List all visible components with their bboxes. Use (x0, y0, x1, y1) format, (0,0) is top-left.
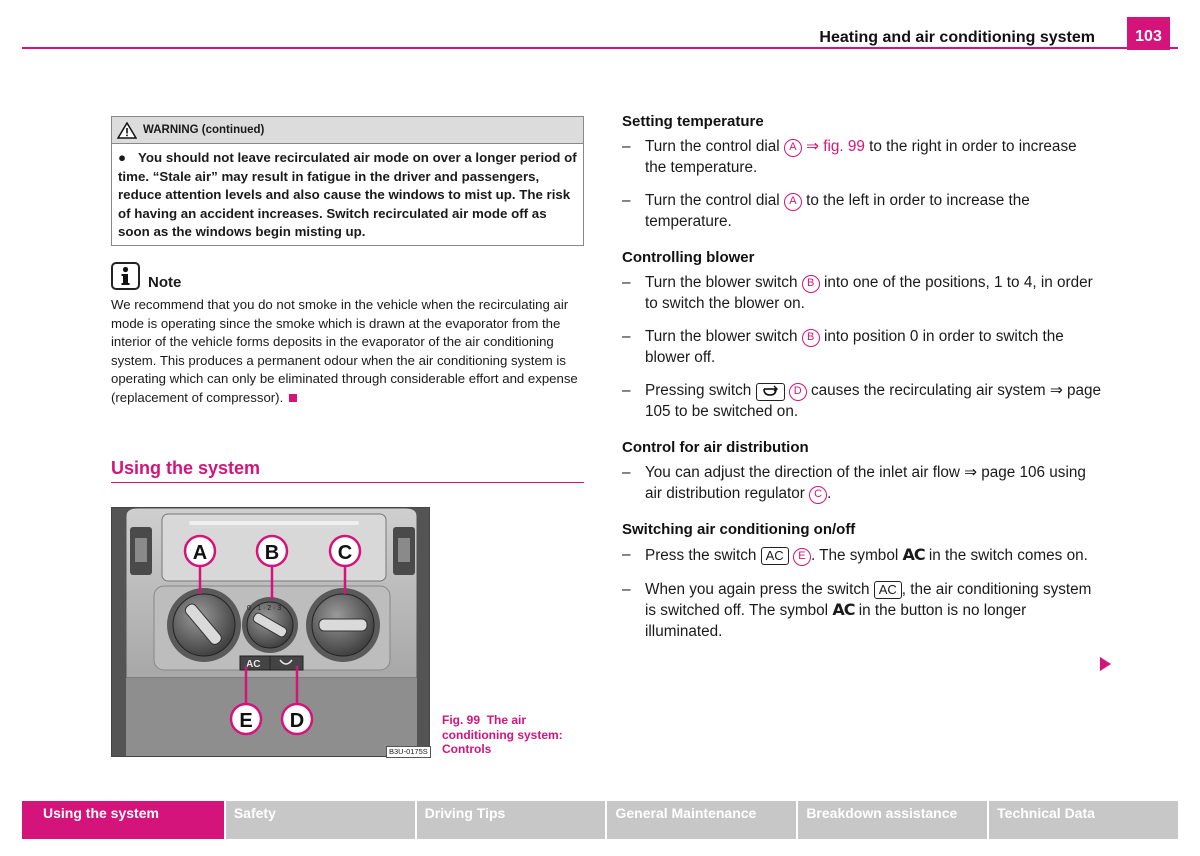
list-item: – Turn the blower switch B into one of the positions, 1 to 4, in order to switch the blower on. (622, 273, 1102, 314)
heading-air-distribution: Control for air distribution (622, 439, 809, 456)
callout-ref-c: C (809, 486, 827, 504)
dash-marker: – (622, 580, 631, 598)
figure-caption-text: The air conditioning system: Controls (442, 713, 563, 756)
end-mark-icon (289, 394, 297, 402)
callout-ref-a: A (784, 193, 802, 211)
list-item: – Turn the control dial A ⇒ fig. 99 to the right in order to increase the temperature. (622, 137, 1102, 178)
bullet-icon: ● (118, 150, 127, 165)
recirculation-key-icon (756, 383, 785, 401)
fig-99-link[interactable]: ⇒ fig. 99 (801, 138, 865, 155)
list-item: – When you again press the switch AC , the air conditioning system is switched off. The symbol AC in the button is no longer illuminated. (622, 580, 1102, 643)
left-vent-slot (135, 538, 147, 562)
callout-label-a: A (192, 542, 208, 564)
tab-general-maintenance[interactable]: General Maintenance (607, 801, 796, 839)
instructions-column (622, 112, 1102, 642)
callout-ref-e: E (793, 548, 811, 566)
callout-label-b: B (264, 542, 280, 564)
ac-key: AC (874, 581, 902, 599)
heading-air-conditioning: Switching air conditioning on/off (622, 521, 856, 538)
callout-label-d: D (289, 710, 305, 732)
footer-nav (22, 801, 1178, 839)
note-icon (111, 262, 140, 290)
warning-header (112, 117, 583, 144)
page-number: 103 (1127, 17, 1170, 50)
dash-marker: – (622, 464, 631, 481)
dash-marker: – (622, 192, 631, 209)
list-item: – Press the switch AC E . The symbol AC in the switch comes on. (622, 545, 1102, 567)
callout-label-c: C (337, 542, 353, 564)
callout-ref-b: B (802, 275, 820, 293)
page-header-title: Heating and air conditioning system (819, 29, 1095, 46)
figure-caption (442, 713, 587, 757)
knob-b-scale: 0 · 1 · 2 · 3 (247, 605, 282, 612)
callout-ref-b: B (802, 329, 820, 347)
list-item: – Turn the control dial A to the left in order to increase the temperature. (622, 191, 1102, 232)
header-rule (22, 47, 1178, 49)
heading-controlling-blower: Controlling blower (622, 249, 755, 266)
figure-caption-number: Fig. 99 (442, 713, 481, 727)
ac-symbol-icon: AC (832, 600, 855, 619)
dash-marker: – (622, 328, 631, 345)
next-page-arrow-icon[interactable] (1100, 657, 1111, 671)
dash-marker: – (622, 546, 631, 563)
note-text: We recommend that you do not smoke in the vehicle when the recirculating air mode is operating since the smoke which is drawn at the evaporator from the interior of the vehicle forms deposits in the evaporator of the air conditioning system. This produces a permanent odour when the air conditioning system is operating which can only be eliminated through considerable effort and expense (replacement of compressor). (111, 297, 578, 405)
control-panel-illustration (112, 508, 430, 757)
tab-safety[interactable]: Safety (226, 801, 415, 839)
list-item: – Pressing switch D causes the recirculating air system ⇒ page 105 to be switched on. (622, 381, 1102, 422)
lower-console (126, 678, 417, 757)
warning-text: You should not leave recirculated air mode on over a longer period of time. “Stale air” may result in fatigue in the driver and passengers, reduce attention levels and also cause the windows to mist up. The risk of having an accident increases. Switch recirculated air mode off as soon as the windows begin misting up. (118, 150, 577, 240)
list-item: – Turn the blower switch B into position 0 in order to switch the blower off. (622, 327, 1102, 368)
right-vent-slot (398, 538, 410, 562)
ac-key: AC (761, 547, 789, 565)
figure-code: B3U-0175S (386, 746, 431, 758)
radio-slot-line (189, 521, 359, 525)
dash-marker: – (622, 274, 631, 291)
warning-title: WARNING (continued) (143, 124, 265, 136)
heading-setting-temperature: Setting temperature (622, 113, 764, 130)
tab-breakdown-assistance[interactable]: Breakdown assistance (798, 801, 987, 839)
dash-marker: – (622, 138, 631, 155)
section-title: Using the system (111, 458, 261, 478)
note-text-block (111, 296, 589, 408)
warning-triangle-icon (117, 122, 137, 139)
ac-button-text: AC (246, 659, 261, 670)
callout-ref-d: D (789, 383, 807, 401)
warning-body (112, 144, 583, 242)
figure-99 (111, 507, 430, 757)
tab-technical-data[interactable]: Technical Data (989, 801, 1178, 839)
dash-marker: – (622, 382, 631, 399)
ac-symbol-icon: AC (902, 545, 925, 564)
tab-using-the-system[interactable]: Using the system (22, 801, 224, 839)
callout-ref-a: A (784, 139, 802, 157)
callout-label-e: E (239, 710, 253, 732)
list-item: – You can adjust the direction of the inlet air flow ⇒ page 106 using air distribution regulator C . (622, 463, 1102, 504)
knob-c-pointer (319, 619, 367, 631)
section-rule (111, 482, 584, 483)
tab-driving-tips[interactable]: Driving Tips (417, 801, 606, 839)
warning-box (111, 116, 584, 246)
note-title: Note (148, 274, 182, 291)
